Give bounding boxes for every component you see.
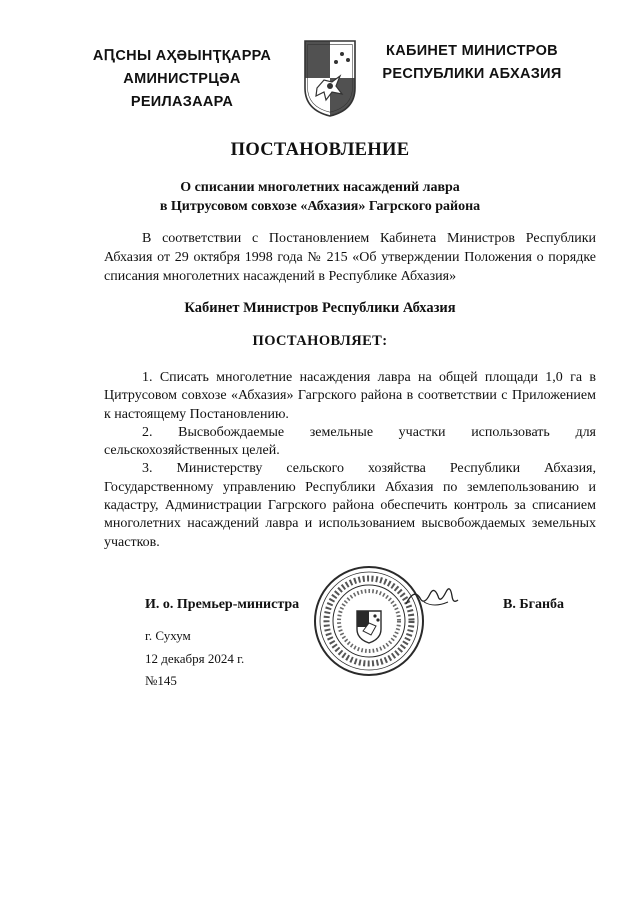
signatory-name: В. Бганба [503, 597, 565, 612]
header-abkhaz-line1: АԤСНЫ АҲӘЫНҬҚАРРА [92, 48, 272, 64]
abkhazia-coat-of-arms-icon [302, 38, 358, 118]
decree-items [104, 369, 596, 552]
issue-date: 12 декабря 2024 г. [145, 651, 245, 666]
decree-item: 3. Министерству сельского хозяйства Республики Абхазия, Государственному управлению Республики Абхазия по землепользованию и кадастру, Администрации Гагрского района обеспечить контроль за списанием многолетних насаждений лавра и использованием высвобождаемых земельных участков. [104, 461, 596, 550]
signatory-position: И. о. Премьер-министра [145, 597, 300, 612]
subject-line2: в Цитрусовом совхозе «Абхазия» Гагрского района [159, 199, 481, 214]
document-subject [100, 178, 540, 216]
header-russian-line2: РЕСПУБЛИКИ АБХАЗИЯ [382, 66, 562, 82]
document-number: №145 [145, 673, 177, 688]
issue-city: г. Сухум [145, 628, 191, 643]
issuing-body: Кабинет Министров Республики Абхазия [184, 300, 456, 316]
handwritten-signature-icon [404, 582, 460, 612]
preamble-paragraph: В соответствии с Постановлением Кабинета Министров Республики Абхазия от 29 октября 1998 года № 215 «Об утверждении Положения о порядке списания многолетних насаждений в Республике Абхазия» [104, 231, 596, 284]
header-abkhaz [76, 45, 288, 114]
decree-item: 2. Высвобождаемые земельные участки использовать для сельскохозяйственных целей. [104, 424, 596, 459]
decree-item: 1. Списать многолетние насаждения лавра на общей площади 1,0 га в Цитрусовом совхозе «Абхазия» Гагрского района в соответствии с Приложением к настоящему Постановлению. [104, 370, 596, 422]
decrees-heading: ПОСТАНОВЛЯЕТ: [252, 333, 388, 349]
subject-line1: О списании многолетних насаждений лавра [180, 180, 460, 195]
header-russian [372, 40, 572, 86]
header-abkhaz-line2: АМИНИСТРЦӘА РЕИЛАЗААРА [123, 71, 241, 110]
document-title: ПОСТАНОВЛЕНИЕ [230, 140, 410, 160]
header-russian-line1: КАБИНЕТ МИНИСТРОВ [386, 43, 558, 59]
